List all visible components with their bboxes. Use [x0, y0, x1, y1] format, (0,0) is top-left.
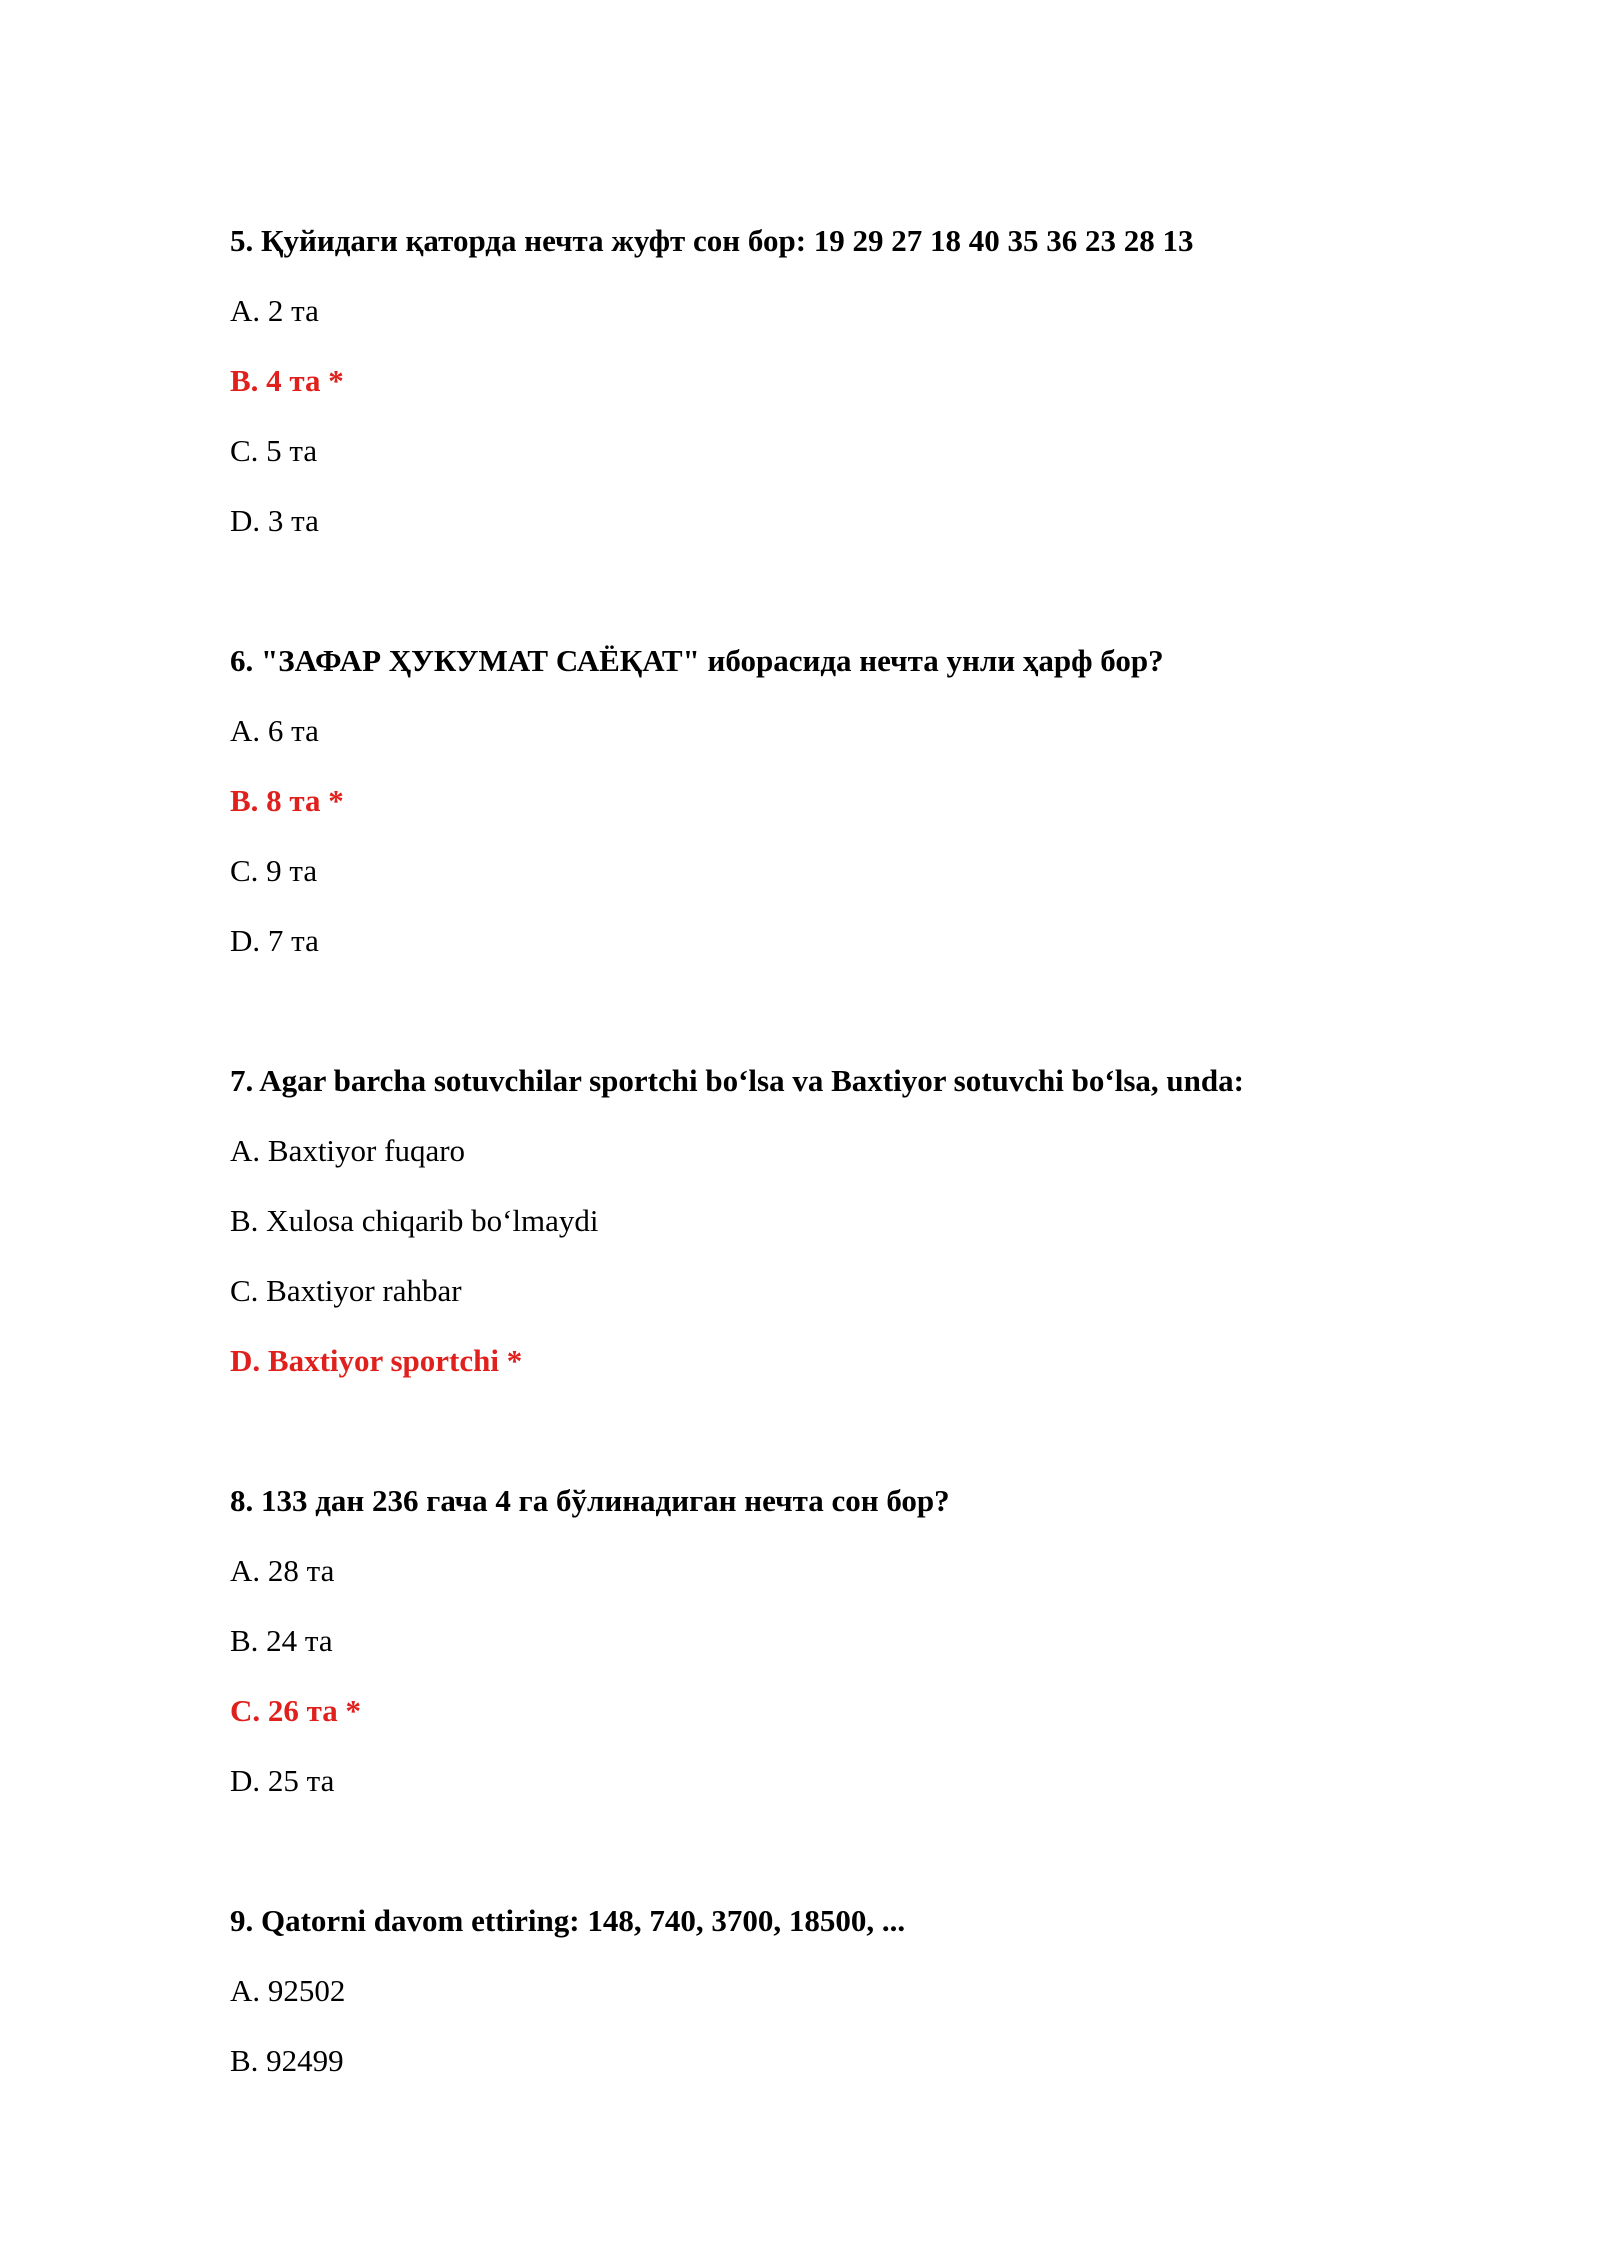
- option-d: D. 25 та: [230, 1763, 335, 1798]
- option-a: A. 28 та: [230, 1553, 335, 1588]
- question-9: [230, 1901, 1550, 2111]
- option-a: A. 92502: [230, 1973, 346, 2008]
- question-text: 9. Qatorni davom ettiring: 148, 740, 3700, 18500, ...: [230, 1903, 906, 1938]
- option-d-correct: D. Baxtiyor sportchi *: [230, 1343, 523, 1378]
- question-text: 5. Қуйидаги қаторда нечта жуфт сон бор: 19 29 27 18 40 35 36 23 28 13: [230, 223, 1194, 258]
- option-d: D. 3 та: [230, 503, 319, 538]
- question-5: [230, 221, 1550, 571]
- option-d: D. 7 та: [230, 923, 319, 958]
- option-b-correct: B. 8 та *: [230, 783, 344, 818]
- question-text: 8. 133 дан 236 гача 4 га бўлинадиган нечта сон бор?: [230, 1483, 950, 1518]
- option-c: C. 5 та: [230, 433, 318, 468]
- option-list: [230, 291, 1550, 541]
- question-7: [230, 1061, 1550, 1411]
- question-8: [230, 1481, 1550, 1831]
- option-list: [230, 1131, 1550, 1381]
- option-a: A. 6 та: [230, 713, 319, 748]
- option-b-correct: B. 4 та *: [230, 363, 344, 398]
- option-list: [230, 711, 1550, 961]
- option-list: [230, 1971, 1550, 2081]
- option-c: C. 9 та: [230, 853, 318, 888]
- option-b: B. 24 та: [230, 1623, 333, 1658]
- option-b: B. 92499: [230, 2043, 344, 2078]
- question-text: 7. Agar barcha sotuvchilar sportchi bo‘lsa va Baxtiyor sotuvchi bo‘lsa, unda:: [230, 1063, 1244, 1098]
- option-list: [230, 1551, 1550, 1801]
- option-a: A. Baxtiyor fuqaro: [230, 1133, 466, 1168]
- option-a: A. 2 та: [230, 293, 319, 328]
- option-b: B. Xulosa chiqarib bo‘lmaydi: [230, 1203, 599, 1238]
- option-c: C. Baxtiyor rahbar: [230, 1273, 462, 1308]
- question-text: 6. "ЗАФАР ҲУКУМАТ САЁҚАТ" иборасида нечта унли ҳарф бор?: [230, 643, 1164, 678]
- question-6: [230, 641, 1550, 991]
- option-c-correct: C. 26 та *: [230, 1693, 361, 1728]
